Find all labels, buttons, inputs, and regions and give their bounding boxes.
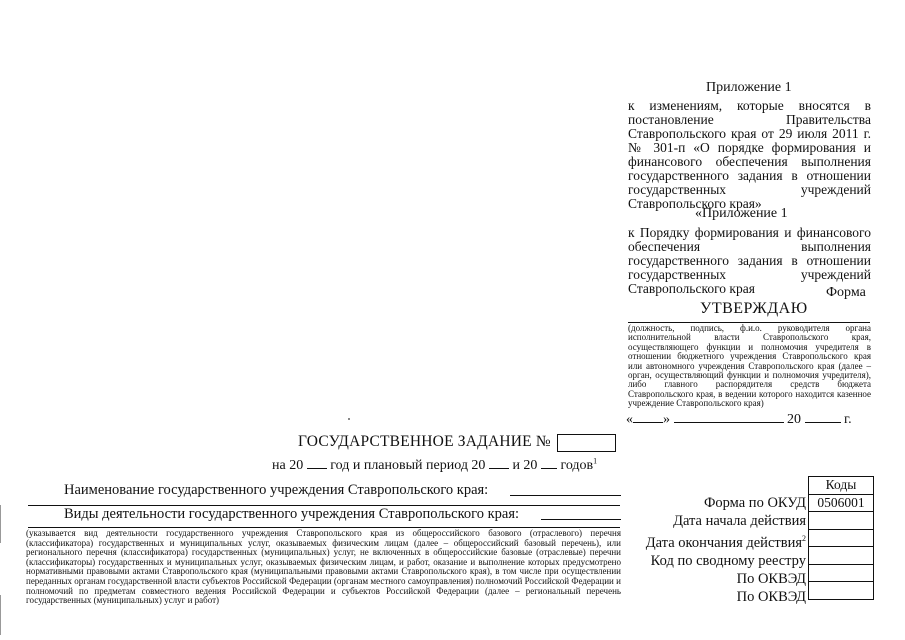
date-open-quote: «: [626, 412, 633, 427]
date-close-quote: »: [663, 412, 670, 427]
approve-note: (должность, подпись, ф.и.о. руководителя органа исполнительной власти Ставропольского края, осуществляющего функции и полномочия учредителя в отношении бюджетного учреждения Ставропольского края или автономного учреждения Ставропольского края (далее – орган, осуществляющий функции и полномочия учредителя), либо главного распорядителя средств бюджета Ставропольского края, в ведении которого находится казенное учреждение Ставропольского края): [628, 323, 871, 409]
appendix-title-1: Приложение 1: [706, 80, 792, 95]
year2-field[interactable]: [489, 456, 509, 469]
approve-title: УТВЕРЖДАЮ: [700, 300, 808, 317]
registry-code-cell[interactable]: [809, 547, 874, 565]
period-text-d: годов: [560, 458, 594, 473]
okved-2-cell[interactable]: [809, 582, 874, 600]
date-suffix: г.: [844, 412, 852, 427]
appendix-text-1: к изменениям, которые вносятся в постановление Правительства Ставропольского края от 29 июля 2011 г. № 301-п «О порядке формирования и финансового обеспечения выполнения государственного задания в отношении государственных учреждений Ставропольского края»: [628, 98, 871, 211]
institution-name-field[interactable]: [510, 495, 621, 496]
institution-name-label: Наименование государственного учреждения Ставропольского края:: [64, 482, 489, 498]
form-label: Форма: [826, 285, 866, 300]
codes-label-end: Дата окончания действия$^2$: [645, 534, 806, 551]
scan-mark: [0, 505, 1, 543]
period-text-b: год и плановый период 20: [330, 458, 486, 473]
year1-field[interactable]: [307, 456, 327, 469]
codes-label-start: Дата начала действия: [673, 513, 806, 529]
footnote-1: 1: [593, 456, 598, 466]
activity-label: Виды деятельности государственного учреждения Ставропольского края:: [64, 506, 520, 522]
date-year-prefix: 20: [787, 412, 801, 427]
codes-table: [808, 476, 874, 600]
task-title: ГОСУДАРСТВЕННОЕ ЗАДАНИЕ №: [298, 433, 551, 450]
period-text-a: на 20: [272, 458, 304, 473]
day-field[interactable]: [633, 410, 663, 423]
codes-label-okud: Форма по ОКУД: [703, 495, 806, 511]
month-field[interactable]: [674, 410, 784, 423]
period-text-c: и 20: [512, 458, 538, 473]
dot-mark: [348, 418, 350, 420]
codes-label-okved-1: По ОКВЭД: [736, 570, 806, 587]
period-line: [272, 456, 597, 474]
codes-label-okved-2: По ОКВЭД: [736, 588, 806, 605]
codes-labels: [646, 494, 806, 606]
approve-date: [626, 410, 852, 428]
codes-header: Коды: [809, 477, 874, 495]
year3-field[interactable]: [541, 456, 557, 469]
task-number-box[interactable]: [557, 434, 616, 452]
activity-field[interactable]: [541, 519, 621, 520]
year-field[interactable]: [805, 410, 841, 423]
appendix-text-2: к Порядку формирования и финансового обеспечения выполнения государственного задания в отношении государственных учреждений Ставропольского края: [628, 225, 871, 296]
start-date-cell[interactable]: [809, 512, 874, 530]
activity-note: (указывается вид деятельности государственного учреждения Ставропольского края из общероссийского базового (отраслевого) перечня (классификатора) государственных и муниципальных услуг, оказываемых физическим лицам (далее – общероссийский базовый перечень), или регионального перечня (классификатора) государственных (муниципальных) услуг, не включенных в общероссийские базовые (отраслевые) перечни (классификаторы) государственных и муниципальных услуг, оказываемых физическим лицам, и работ, оказание и выполнение которых предусмотрено нормативными правовыми актами Ставропольского края (муниципальными правовыми актами Ставропольского края), в том числе при осуществлении переданных органам государственной власти субъектов Российской Федерации (органам местного самоуправления) полномочий Российской Федерации и полномочий по предметам совместного ведения Российской Федерации и субъектов Российской Федерации (далее – региональный перечень государственных (муниципальных) услуг и работ): [26, 528, 621, 606]
appendix-title-2: «Приложение 1: [695, 206, 788, 221]
end-date-cell[interactable]: [809, 529, 874, 547]
okved-1-cell[interactable]: [809, 564, 874, 582]
scan-mark: [0, 595, 1, 635]
codes-label-registry: Код по сводному реестру: [650, 552, 806, 569]
okud-code-cell[interactable]: 0506001: [809, 494, 874, 512]
